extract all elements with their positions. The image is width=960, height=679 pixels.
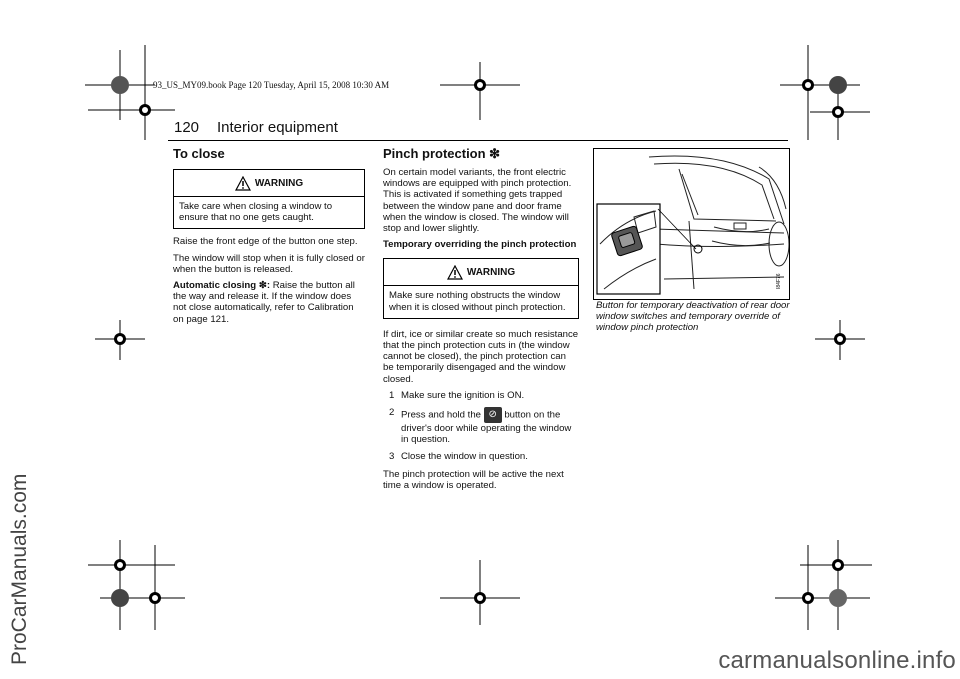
- warning-label: WARNING: [254, 177, 304, 189]
- paragraph: On certain model variants, the front electric windows are equipped with pinch protection. This is activated if something gets trapped between the window pane and door frame when the window is closed. The window will stop and lower slightly.: [383, 167, 572, 235]
- column-to-close: [173, 146, 365, 330]
- figure-code: I84F76: [776, 273, 782, 289]
- warning-triangle-icon: [235, 176, 251, 191]
- step-item: [389, 407, 579, 445]
- warning-box: [383, 258, 579, 318]
- column-pinch-protection: [383, 146, 579, 496]
- to-close-heading: To close: [173, 146, 225, 161]
- step-item: [389, 390, 579, 401]
- automatic-closing-label: Automatic closing ❇:: [173, 280, 271, 292]
- book-info-line: 93_US_MY09.book Page 120 Tuesday, April 15, 2008 10:30 AM: [153, 80, 390, 90]
- step-text: Close the window in question.: [401, 451, 528, 463]
- header-rule: [168, 140, 788, 141]
- warning-label: WARNING: [466, 266, 516, 278]
- footer-watermark: carmanualsonline.info: [718, 647, 956, 674]
- door-switch-illustration: [593, 148, 790, 300]
- warning-text: Make sure nothing obstructs the window when it is closed without pinch protection.: [389, 290, 566, 313]
- paragraph: The window will stop when it is fully closed or when the button is released.: [173, 252, 365, 275]
- step-text-post: button on the driver's door while operating the window in question.: [401, 409, 572, 446]
- section-title: Interior equipment: [217, 119, 338, 136]
- automatic-closing-text: Raise the button all the way and release it. If the window does not close automatically, refer to Calibration on page 121.: [173, 280, 355, 325]
- paragraph: [173, 280, 365, 325]
- step-number: 3: [389, 451, 395, 463]
- temporary-override-subheading: Temporary overriding the pinch protection: [383, 239, 577, 251]
- step-text: Make sure the ignition is ON.: [401, 389, 525, 401]
- pinch-protection-heading: Pinch protection ❇: [383, 146, 501, 161]
- figure-caption: Button for temporary deactivation of rear door window switches and temporary override of window pinch protection: [596, 300, 790, 333]
- step-number: 1: [389, 389, 395, 401]
- side-watermark: ProCarManuals.com: [8, 473, 31, 665]
- step-text-pre: Press and hold the: [401, 409, 484, 421]
- warning-box: [173, 169, 365, 229]
- page-number: 120: [174, 119, 200, 136]
- paragraph: Raise the front edge of the button one step.: [173, 236, 358, 248]
- paragraph: If dirt, ice or similar create so much resistance that the pinch protection cuts in (the window cannot be closed), the pinch protection can be temporarily disengaged and the window closed.: [383, 328, 579, 385]
- warning-triangle-icon: [447, 265, 463, 280]
- warning-header: [174, 170, 364, 197]
- step-item: [389, 451, 579, 462]
- warning-header: [384, 259, 578, 286]
- paragraph: The pinch protection will be active the next time a window is operated.: [383, 468, 564, 491]
- step-number: 2: [389, 407, 395, 419]
- pinch-override-button-icon: ⊘: [484, 407, 502, 423]
- step-text: [401, 407, 579, 445]
- warning-text: Take care when closing a window to ensure that no one gets caught.: [179, 201, 333, 224]
- car-door-drawing: [594, 149, 789, 299]
